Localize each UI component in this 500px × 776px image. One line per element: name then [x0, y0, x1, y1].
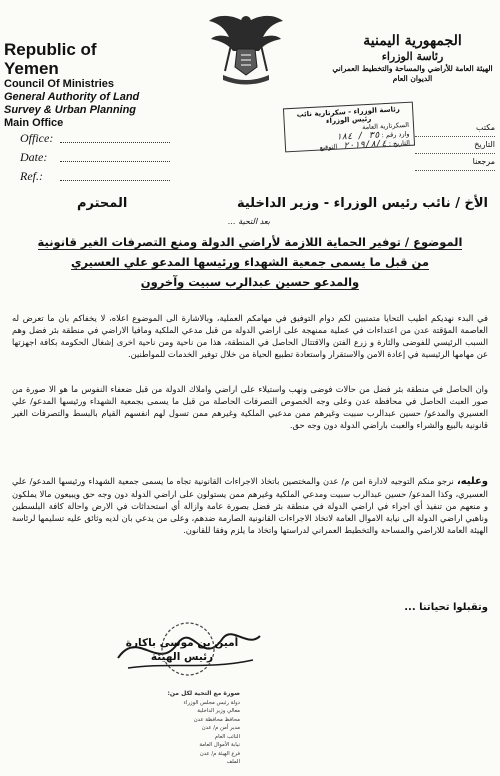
signatory-title: رئيس الهيئة [150, 651, 214, 663]
incoming-stamp [283, 102, 415, 153]
closing-line: وتقبلوا تحياتنا ... [404, 602, 488, 613]
letterhead-office-en: Main Office [4, 117, 64, 129]
ref-field-ar: مرجعنا [415, 154, 495, 171]
copy-item: الملف [226, 759, 240, 765]
reference-fields-ar [415, 120, 495, 171]
copy-item: نيابة الأموال العامة [199, 742, 240, 748]
stamp-number-row: وارد رقم : ٣٥ / ١٨٤ [335, 129, 410, 143]
arabic-letterhead [330, 32, 495, 84]
paragraph-1: في البدء نهديكم اطيب التحايا متمنيين لكم دوام التوفيق في مهامكم العملية، وبالاشارة الى الموضوع اعلاه، لا يخفاكم بان ما تعرض له العاصمة المؤقتة عدن من اعتداءات في عملية ممنهجة على اراضي الدولة من قبل مدعي الملكية ومافيا الاراضي في منطقة بئر فضل وهم السبب الرئيسي للفوضى والثارة و زرع الفتن والاقتتال الحاصل في المنطقة، هذا من ناحية ومن ناحية اخرى إشغال الحكومة بكافة اجهزتها عن مهامها الرئيسية في إعادة الامن والاستقرار واستعادة تطبيع الحياة من خلال توفير الخدمات للمواطنين. [12, 313, 488, 359]
copies-title: صورة مع التحية لكل من: [167, 690, 240, 697]
ref-field: Ref.: [20, 169, 170, 188]
copy-item: فرع الهيئة م/ عدن [199, 750, 240, 757]
addressee-line [12, 196, 488, 211]
addressee: الأخ / نائب رئيس الوزراء - وزير الداخلية [236, 196, 488, 211]
stamp-handwritten-date: ٢٠١٩/٨/٤ [343, 139, 388, 152]
letterhead-office-ar: الديوان العام [392, 74, 433, 83]
date-field-ar: التاريخ [415, 137, 495, 154]
paragraph-3-text: نرجو منكم التوجيه لادارة امن م/ عدن والمختصين باتخاذ الاجراءات القانونية تجاه ما يسمى جمعية الشهداء ورئيسها المدعو/ علي العسيري، وكذا المدعو/ حسين عبدالرب سبيت ومدعي الملكية وغيرهم ممن يستولون على اراضي الدولة دون وجه حق ويبيعون مالا يملكون و منعهم من تنفيذ أي اجراء في اراضي الدولة في منطقة بئر فضل بصورة عامة وازالة أي استحداثات في الارض واحالة كافة البلسطين وناهبي اراضي الدولة الى نيابة الاموال العامة لاتخاذ الاجراءات القانونية الصارمة ضدهم، وعلى من يدعي بان لديه وثائق عليه تسليمها لرئاسة الهيئة العامة للاراضي والمساحة والتخطيط العمراني لدراستها واتخاذ ما يلزم وفقا للقانون. [12, 476, 488, 535]
copy-item: محافظ محافظة عدن [193, 716, 240, 723]
copy-item: مدير أمن م/ عدن [201, 725, 240, 731]
greeting: بعد التحية ... [228, 217, 270, 226]
subject-line-1: الموضوع / توفير الحماية اللازمة لأراضي الدولة ومنع التصرفات الغير قانونية [37, 235, 463, 249]
eagle-emblem-icon [205, 5, 287, 87]
date-field: Date: [20, 150, 170, 169]
stamp-date-row: التاريخ : ٢٠١٩/٨/٤ التوقيع [319, 138, 411, 152]
letterhead-survey-en: Survey & Urban Planning [4, 104, 137, 116]
letterhead-council-ar: رئاسة الوزراء [381, 50, 444, 63]
letterhead-authority-en: General Authority of Land [4, 91, 140, 103]
stamp-subtitle: السكرتارية العامة [361, 120, 410, 132]
subject-block [12, 232, 488, 292]
letterhead-council-en: Council Of Ministries [4, 78, 115, 90]
office-field-ar: مكتب [415, 120, 495, 137]
signatory-name: أمين بن موسى باكارة [125, 637, 239, 649]
stamp-title: رئاسة الوزراء - سكرتارية نائب رئيس الوزراء [296, 105, 400, 126]
letterhead-title-ar: الجمهورية اليمنية [363, 33, 462, 49]
signatory-block [108, 636, 256, 664]
copy-item: دولة رئيس مجلس الوزراء [183, 699, 240, 706]
honorific: المحترم [77, 196, 128, 211]
subject-line-2: من قبل ما يسمى جمعية الشهداء ورئيسها المدعو علي العسيري [70, 255, 430, 269]
reference-fields-en [20, 131, 170, 188]
copy-item: معالي وزير الداخلية [197, 708, 240, 714]
copy-item: النائب العام [214, 733, 240, 740]
english-letterhead [4, 40, 154, 130]
paragraph-3 [12, 475, 488, 536]
copies-list [10, 690, 240, 767]
paragraph-3-lead: وعليه، [456, 476, 489, 487]
paragraph-2: وان الحاصل في منطقة بئر فضل من حالات فوضى ونهب واستيلاء على اراضي واملاك الدولة من قبل ضعفاء النفوس ما هو الا صورة من صور العبث الحاصل في محافظة عدن وعلى وجه الخصوص التصرفات الحاصلة من قبل ما يسمى بجمعية الشهداء ورئيسها المدعو/ علي العسيري والمدعو/ حسين عبدالرب سبيت وغيرهم ممن مدعيي الملكية وغيرهم ممن تسول لهم انفسهم القيام بالبسط والتصرفات الغير قانونية بالبيع والشراء والعبث باراضي الدولة دون وجه حق. [12, 384, 488, 430]
stamp-handwritten-number: ٣٥ / ١٨٤ [335, 130, 380, 143]
letterhead-title-en: Republic of Yemen [4, 40, 97, 78]
letterhead-authority-ar: الهيئة العامة للأراضي والمساحة والتخطيط العمراني [332, 64, 493, 73]
subject-line-3: والمدعو حسين عبدالرب سبيت وآخرون [140, 275, 360, 289]
office-field: Office: [20, 131, 170, 150]
